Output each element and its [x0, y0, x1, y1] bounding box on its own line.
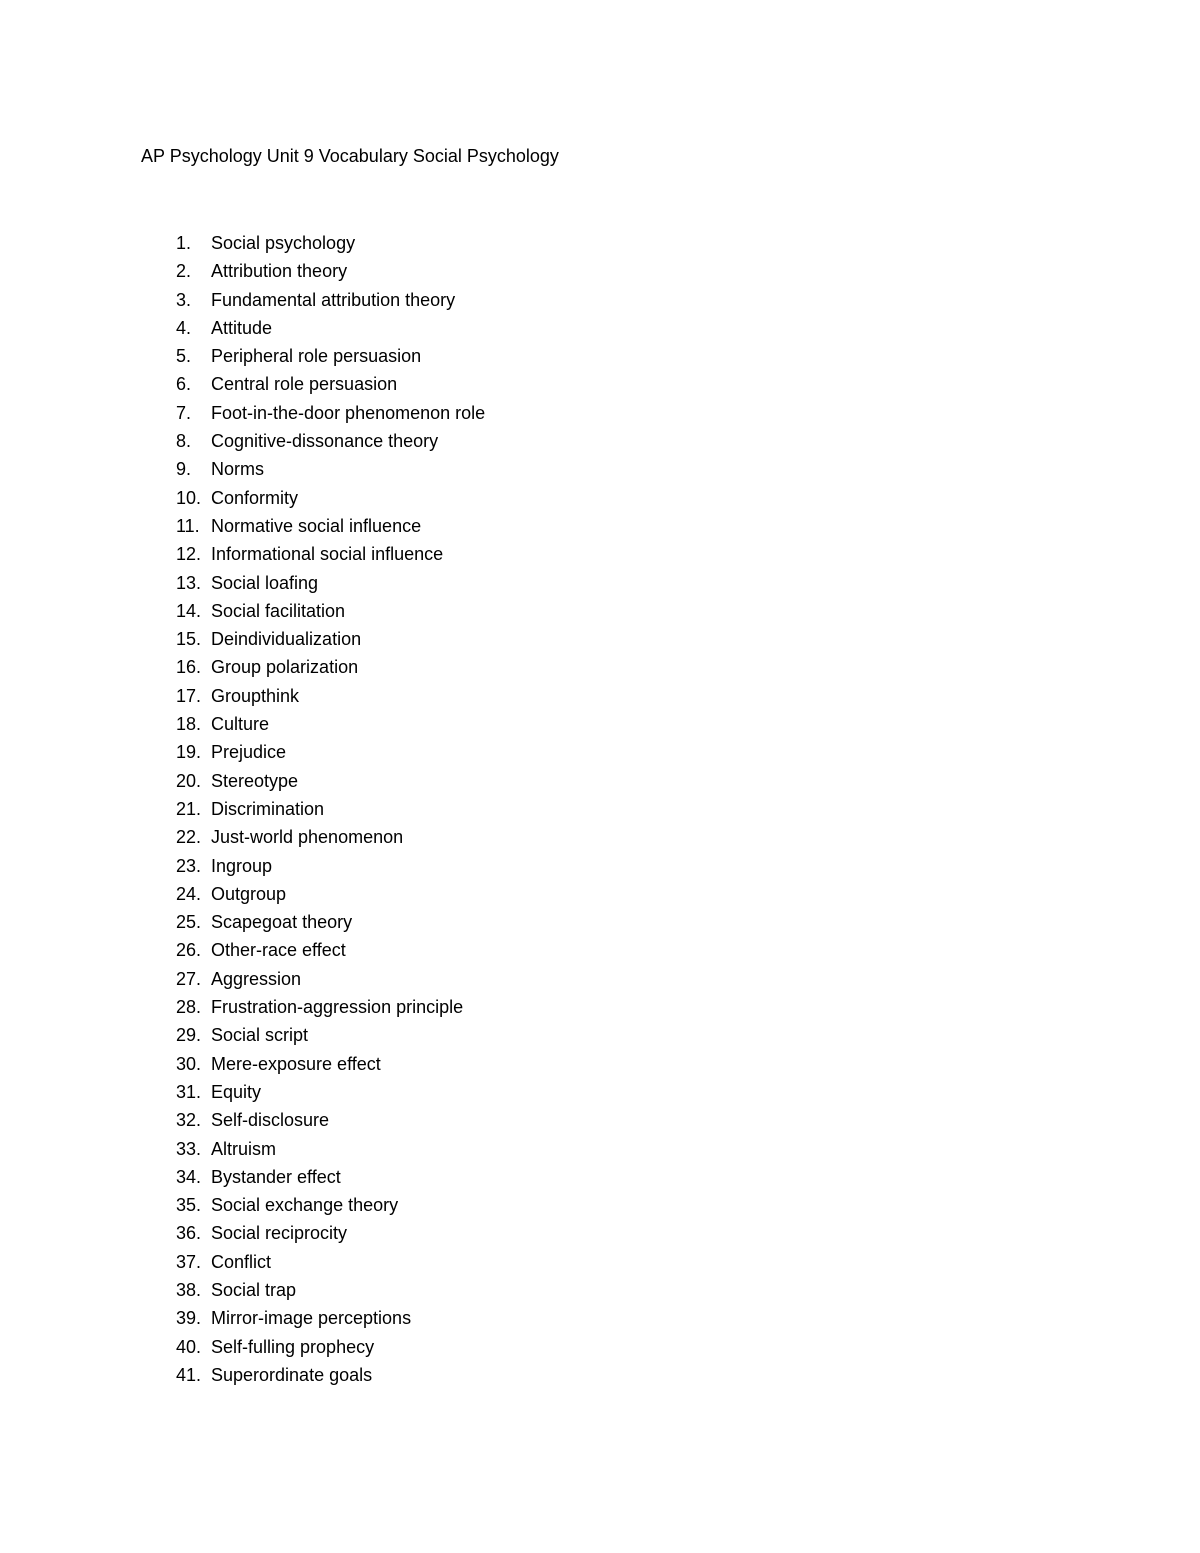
list-item-term: Normative social influence: [211, 515, 422, 536]
list-item-term: Cognitive-dissonance theory: [211, 431, 439, 452]
list-item-term: Social trap: [211, 1279, 297, 1300]
list-item-term: Conflict: [211, 1251, 272, 1272]
list-item-number: 28.: [176, 997, 202, 1018]
list-item-term: Mirror-image perceptions: [211, 1308, 412, 1329]
list-item-term: Central role persuasion: [211, 374, 398, 395]
list-item-number: 20.: [176, 770, 202, 791]
list-item-term: Scapegoat theory: [211, 912, 353, 933]
list-item-number: 11.: [176, 515, 200, 536]
list-item-number: 17.: [176, 685, 202, 706]
list-item-term: Informational social influence: [211, 544, 444, 565]
list-item-term: Social psychology: [211, 233, 356, 253]
list-item-number: 8.: [176, 431, 192, 452]
list-item-term: Ingroup: [211, 855, 273, 876]
list-item-term: Peripheral role persuasion: [211, 346, 422, 367]
list-item-number: 32.: [176, 1110, 202, 1131]
list-item-number: 14.: [176, 600, 202, 621]
list-item-number: 38.: [176, 1279, 202, 1300]
list-item-term: Mere-exposure effect: [211, 1053, 381, 1074]
list-item-number: 7.: [176, 402, 192, 423]
list-item-term: Social script: [211, 1025, 309, 1046]
list-item-number: 10.: [176, 487, 202, 508]
list-item-number: 37.: [176, 1251, 202, 1272]
list-item-number: 6.: [176, 374, 192, 395]
list-item-term: Aggression: [211, 968, 302, 989]
list-item-term: Social reciprocity: [211, 1223, 348, 1244]
list-item-number: 15.: [176, 629, 202, 650]
list-item-term: Groupthink: [211, 685, 300, 706]
list-item-term: Stereotype: [211, 770, 299, 791]
list-item-number: 21.: [176, 798, 202, 819]
list-item-term: Self-disclosure: [211, 1110, 330, 1131]
list-item-term: Social exchange theory: [211, 1195, 399, 1216]
list-item-number: 2.: [176, 261, 192, 282]
list-item-number: 16.: [176, 657, 202, 678]
list-item-term: Social loafing: [211, 572, 319, 593]
list-item-term: Outgroup: [211, 883, 287, 904]
list-item-number: 12.: [176, 544, 202, 565]
list-item-number: 36.: [176, 1223, 202, 1244]
list-item-term: Attitude: [211, 317, 273, 338]
list-item-number: 18.: [176, 714, 202, 735]
list-item-term: Self-fulling prophecy: [211, 1336, 375, 1357]
list-item-number: 40.: [176, 1336, 202, 1357]
list-item-number: 24.: [176, 883, 202, 904]
list-item-term: Altruism: [211, 1138, 277, 1159]
list-item-number: 27.: [176, 968, 202, 989]
list-item-term: Frustration-aggression principle: [211, 997, 464, 1018]
list-item-term: Group polarization: [211, 657, 359, 678]
list-item-term: Just-world phenomenon: [211, 827, 404, 848]
list-item-term: Norms: [211, 459, 264, 480]
list-item-number: 30.: [176, 1053, 202, 1074]
list-item-number: 35.: [176, 1195, 202, 1216]
list-item-number: 22.: [176, 827, 202, 848]
list-item-number: 1.: [176, 233, 192, 253]
list-item-number: 13.: [176, 572, 202, 593]
list-item-term: Social facilitation: [211, 600, 346, 621]
list-item-number: 23.: [176, 855, 202, 876]
list-item-number: 31.: [176, 1081, 202, 1102]
list-item-term: Equity: [211, 1081, 262, 1102]
list-item-term: Other-race effect: [211, 940, 346, 961]
list-item-number: 4.: [176, 317, 192, 338]
list-item-term: Fundamental attribution theory: [211, 289, 456, 310]
list-item-number: 26.: [176, 940, 202, 961]
list-item-number: 41.: [176, 1364, 202, 1385]
list-item-number: 25.: [176, 912, 202, 933]
list-item-term: Bystander effect: [211, 1166, 341, 1187]
list-item-number: 34.: [176, 1166, 202, 1187]
list-item-term: Conformity: [211, 487, 299, 508]
list-item-number: 19.: [176, 742, 202, 763]
list-item-term: Foot-in-the-door phenomenon role: [211, 402, 486, 423]
list-item-number: 39.: [176, 1308, 202, 1329]
document-title: AP Psychology Unit 9 Vocabulary Social Psychology: [141, 146, 559, 166]
list-item-term: Culture: [211, 714, 270, 735]
list-item-term: Deindividualization: [211, 629, 362, 650]
list-item-term: Discrimination: [211, 798, 325, 819]
list-item-number: 33.: [176, 1138, 202, 1159]
list-item-term: Superordinate goals: [211, 1364, 373, 1385]
list-item-term: Attribution theory: [211, 261, 348, 282]
list-item-term: Prejudice: [211, 742, 287, 763]
list-item-number: 29.: [176, 1025, 202, 1046]
list-item-number: 5.: [176, 346, 192, 367]
list-item-number: 9.: [176, 459, 192, 480]
list-item-number: 3.: [176, 289, 192, 310]
